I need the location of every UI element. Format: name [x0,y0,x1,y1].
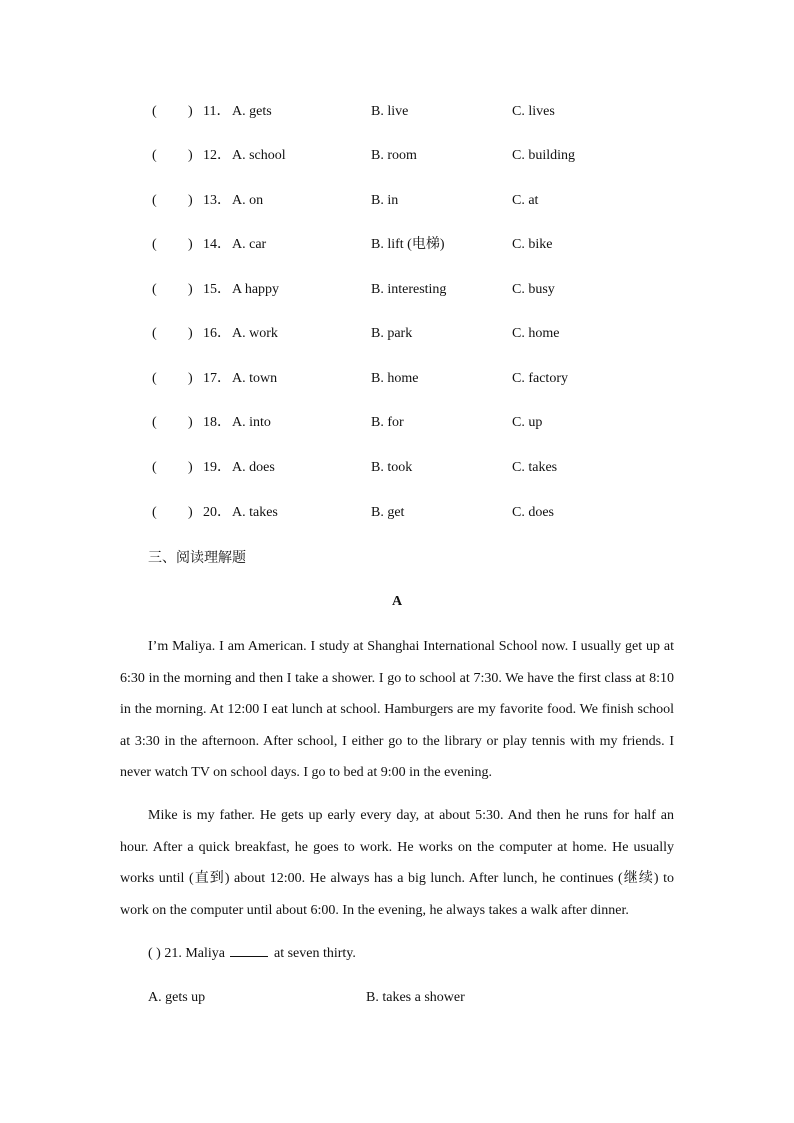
option-a: A happy [232,282,280,297]
question-number: 16． [203,326,231,341]
answer-paren-close: ) [188,148,193,163]
option-b: B. for [371,415,404,430]
choice-row-11 [0,100,794,124]
answer-paren-open: ( [152,371,157,386]
option-b: B. get [371,505,405,520]
answer-paren-close: ) [188,104,193,119]
option-c: C. factory [512,371,568,386]
answer-paren-close: ) [188,415,193,430]
section-title: 三、阅读理解题 [148,550,246,566]
option-a: A. takes [232,505,278,520]
option-b: B. home [371,371,419,386]
option-c: C. home [512,326,560,341]
choice-row-12 [0,144,794,168]
choice-row-17 [0,367,794,391]
option-c: C. at [512,193,539,208]
question-number: 18． [203,415,231,430]
option-b: B. room [371,148,417,163]
answer-paren-open: ( [152,148,157,163]
question-21 [148,942,356,965]
option-c: C. takes [512,460,558,475]
choice-row-19 [0,456,794,480]
answer-blank [230,942,268,957]
answer-paren-open: ( [152,104,157,119]
answer-paren-close: ) [188,193,193,208]
question-number: 20． [203,505,231,520]
question-number: 14． [203,237,231,252]
choice-row-20 [0,501,794,525]
choice-row-14 [0,233,794,257]
answer-paren-open: ( [152,415,157,430]
answer-paren-close: ) [188,326,193,341]
passage-paragraph-2: Mike is my father. He gets up early every day, at about 5:30. And then he runs for half an hour. After a quick breakfast, he goes to work. He works on the computer at home. He usually works until (直到) about 12:00. He always has a big lunch. After lunch, he continues (继续) to work on the computer until about 6:00. In the evening, he always takes a walk after dinner. [120,808,674,918]
question-number: 13． [203,193,231,208]
option-b: B. park [371,326,413,341]
option-b: B. took [371,460,413,475]
passage-title: A [391,594,403,609]
answer-paren-close: ) [188,282,193,297]
choice-row-16 [0,322,794,346]
answer-paren-open: ( [152,460,157,475]
option-b: B. interesting [371,282,447,297]
question-number: 11． [203,104,231,119]
answer-paren-close: ) [188,237,193,252]
answer-paren-open: ( [152,326,157,341]
passage-paragraph-1: I’m Maliya. I am American. I study at Shanghai International School now. I usually get up at 6:30 in the morning and then I take a shower. I go to school at 7:30. We have the first class at 8:10 in the morning. At 12:00 I eat lunch at school. Hamburgers are my favorite food. We finish school at 3:30 in the afternoon. After school, I either go to the library or play tennis with my friends. I never watch TV on school days. I go to bed at 9:00 in the evening. [120,639,674,780]
option-a: A. car [232,237,267,252]
option-c: C. lives [512,104,555,119]
option-a: A. on [232,193,264,208]
question-number: 19． [203,460,231,475]
option-a: A. does [232,460,275,475]
option-a: A. work [232,326,278,341]
answer-paren-open: ( [152,282,157,297]
option-b: B. lift (电梯) [371,237,445,252]
option-b: B. in [371,193,399,208]
question-21-prefix: ( ) 21. Maliya [148,946,225,961]
answer-paren-open: ( [152,505,157,520]
choice-row-13 [0,189,794,213]
choice-row-18 [0,411,794,435]
question-21-suffix: at seven thirty. [273,946,356,961]
answer-paren-close: ) [188,371,193,386]
question-21-option-b: B. takes a shower [366,990,465,1005]
option-b: B. live [371,104,409,119]
option-a: A. into [232,415,271,430]
question-number: 15． [203,282,231,297]
option-c: C. busy [512,282,555,297]
answer-paren-close: ) [188,460,193,475]
choice-row-15 [0,278,794,302]
option-a: A. gets [232,104,272,119]
question-21-option-a: A. gets up [148,990,206,1005]
option-c: C. bike [512,237,553,252]
option-c: C. does [512,505,554,520]
option-a: A. town [232,371,278,386]
option-c: C. up [512,415,543,430]
answer-paren-open: ( [152,193,157,208]
question-number: 12． [203,148,231,163]
option-c: C. building [512,148,576,163]
question-number: 17． [203,371,231,386]
answer-paren-open: ( [152,237,157,252]
answer-paren-close: ) [188,505,193,520]
option-a: A. school [232,148,286,163]
